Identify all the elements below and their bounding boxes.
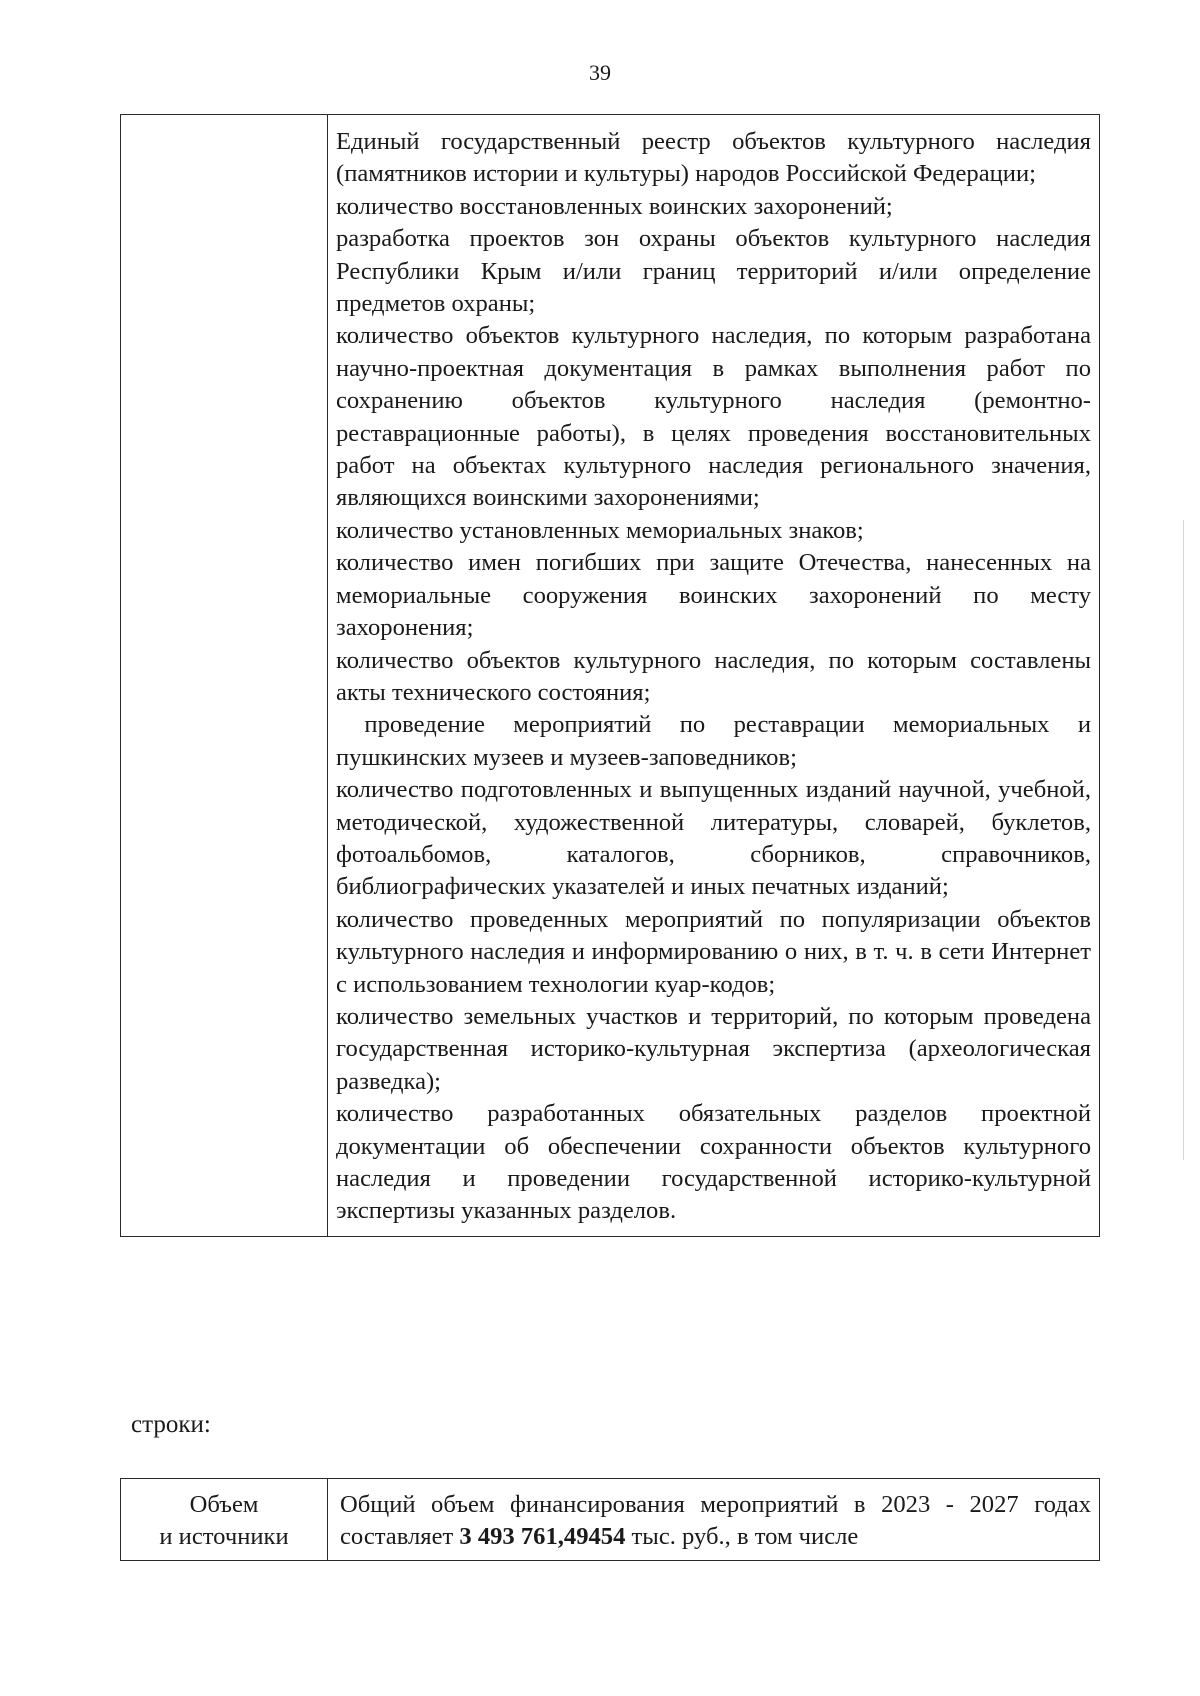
table-row bbox=[121, 1479, 1100, 1561]
list-item: количество разработанных обязательных разделов проектной документации об обеспечении сохранности объектов культурного наследия и проведении государственной историко-культурной экспертизы указанных разделов. bbox=[336, 1100, 1091, 1225]
funding-amount: 3 493 761,49454 bbox=[459, 1523, 626, 1551]
program-table-top bbox=[120, 114, 1100, 1237]
list-item: количество земельных участков и территорий, по которым проведена государственная историко-культурная экспертиза (археологическая разведка); bbox=[336, 1002, 1091, 1095]
row-label-cell bbox=[121, 115, 328, 1237]
funding-text-after: тыс. руб., в том числе bbox=[625, 1523, 859, 1551]
program-table-bottom bbox=[120, 1478, 1100, 1561]
funding-label-line2: и источники bbox=[159, 1523, 289, 1551]
list-item: количество имен погибших при защите Отечества, нанесенных на мемориальные сооружения воинских захоронений по месту захоронения; bbox=[336, 549, 1091, 642]
list-item: количество подготовленных и выпущенных изданий научной, учебной, методической, художественной литературы, словарей, буклетов, фотоальбомов, каталогов, сборников, справочников, библиографических указателей и иных печатных изданий; bbox=[336, 776, 1091, 901]
indicators-cell bbox=[328, 115, 1100, 1237]
funding-text-before: Общий объем финансирования мероприятий в 2023 - 2027 годах составляет bbox=[340, 1491, 1091, 1551]
list-item: количество восстановленных воинских захоронений; bbox=[336, 192, 893, 220]
list-item: количество проведенных мероприятий по популяризации объектов культурного наследия и информированию о них, в т. ч. в сети Интернет с использованием технологии куар-кодов; bbox=[336, 905, 1091, 998]
funding-text-cell bbox=[328, 1479, 1100, 1561]
section-label: строки: bbox=[131, 1411, 211, 1438]
funding-label-line1: Объем bbox=[189, 1491, 259, 1518]
list-item: количество объектов культурного наследия, по которым разработана научно-проектная документация в рамках выполнения работ по сохранению объектов культурного наследия (ремонтно-реставрационные работы), в целях проведения восстановительных работ на объектах культурного наследия регионального значения, являющихся воинскими захоронениями; bbox=[336, 322, 1091, 512]
table-row bbox=[121, 115, 1100, 1237]
list-item: количество установленных мемориальных знаков; bbox=[336, 516, 864, 544]
funding-label-cell bbox=[121, 1479, 328, 1561]
list-item: Единый государственный реестр объектов культурного наследия (памятников истории и культуры) народов Российской Федерации; bbox=[336, 128, 1091, 188]
scan-margin-line bbox=[1183, 520, 1184, 1160]
list-item: проведение мероприятий по реставрации мемориальных и пушкинских музеев и музеев-заповедников; bbox=[336, 711, 1098, 771]
list-item: количество объектов культурного наследия, по которым составлены акты технического состояния; bbox=[336, 646, 1091, 706]
list-item: разработка проектов зон охраны объектов культурного наследия Республики Крым и/или границ территорий и/или определение предметов охраны; bbox=[336, 225, 1091, 318]
page-number: 39 bbox=[589, 60, 611, 85]
funding-text bbox=[340, 1489, 1091, 1554]
